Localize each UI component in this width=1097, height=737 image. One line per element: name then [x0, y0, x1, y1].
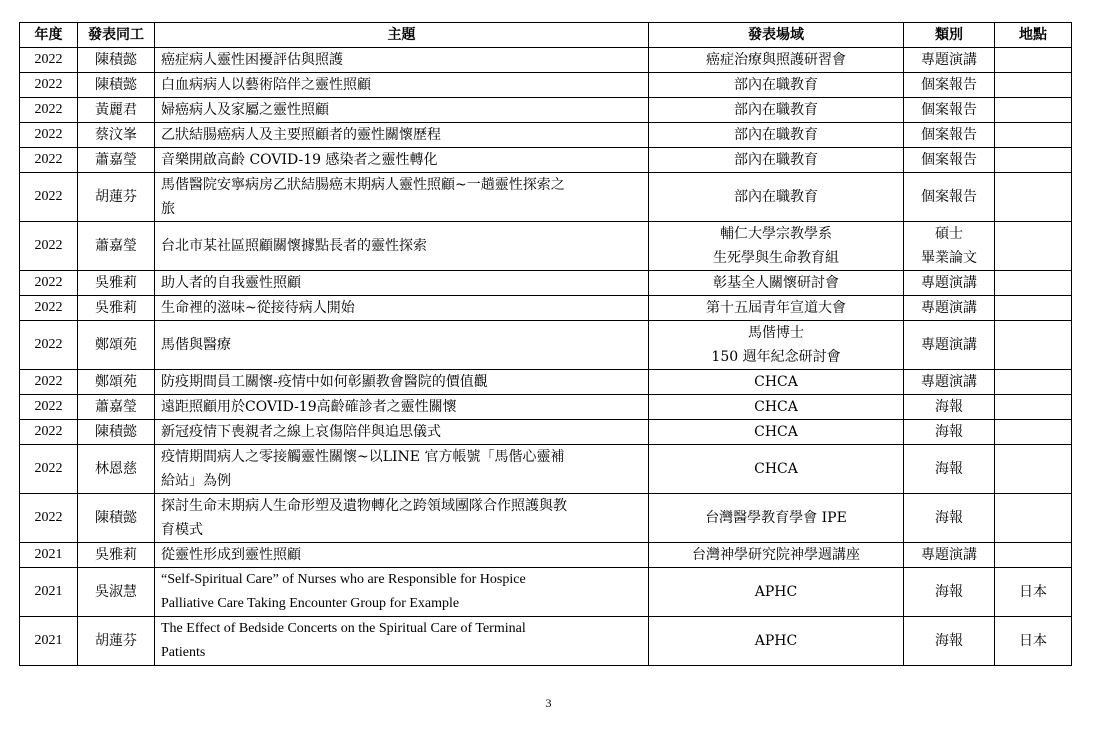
table-row	[20, 148, 1072, 173]
topic-cell	[155, 543, 649, 568]
year-cell: 2022	[20, 395, 78, 420]
topic-cell	[155, 420, 649, 445]
category-cell	[904, 123, 995, 148]
presentation-table	[19, 22, 1072, 666]
category-cell	[904, 568, 995, 617]
topic-cell-line: 乙狀結腸癌病人及主要照顧者的靈性關懷歷程	[161, 127, 441, 143]
venue-cell-line: 部內在職教育	[734, 152, 818, 168]
venue-cell-line: 部內在職教育	[734, 127, 818, 143]
venue-cell-line: 彰基全人關懷研討會	[713, 275, 839, 291]
category-cell-line: 專題演講	[921, 275, 977, 291]
year-cell: 2021	[20, 568, 78, 617]
category-cell	[904, 420, 995, 445]
venue-cell	[649, 543, 904, 568]
presenter-cell: 鄭頌苑	[78, 370, 155, 395]
category-cell-line: 海報	[935, 424, 963, 440]
header-topic: 主題	[155, 23, 649, 48]
location-cell	[995, 173, 1072, 222]
category-cell	[904, 73, 995, 98]
topic-cell-line: 馬偕醫院安寧病房乙狀結腸癌末期病人靈性照顧~一趟靈性探索之	[161, 177, 565, 193]
table-row	[20, 222, 1072, 271]
location-cell	[995, 445, 1072, 494]
location-cell	[995, 123, 1072, 148]
year-cell: 2022	[20, 173, 78, 222]
venue-cell	[649, 395, 904, 420]
location-cell	[995, 148, 1072, 173]
table-row	[20, 568, 1072, 617]
topic-cell	[155, 271, 649, 296]
category-cell-line: 畢業論文	[921, 250, 977, 266]
category-cell	[904, 98, 995, 123]
topic-cell-line: 台北市某社區照顧關懷據點長者的靈性探索	[161, 238, 427, 254]
topic-cell-line: 新冠疫情下喪親者之線上哀傷陪伴與追思儀式	[161, 424, 441, 440]
venue-cell-line: 馬偕博士	[748, 325, 804, 341]
table-row	[20, 98, 1072, 123]
topic-cell-line: Patients	[161, 645, 206, 660]
year-cell: 2022	[20, 48, 78, 73]
page-number: 3	[545, 696, 552, 710]
table-body	[20, 48, 1072, 666]
topic-cell	[155, 148, 649, 173]
year-cell: 2022	[20, 445, 78, 494]
topic-cell	[155, 73, 649, 98]
location-cell: 日本	[995, 617, 1072, 666]
topic-cell-line: Palliative Care Taking Encounter Group for Example	[161, 596, 460, 611]
header-category: 類別	[904, 23, 995, 48]
year-cell: 2022	[20, 296, 78, 321]
venue-cell	[649, 568, 904, 617]
location-cell	[995, 98, 1072, 123]
category-cell-line: 專題演講	[921, 337, 977, 353]
topic-cell-line: 疫情期間病人之零接觸靈性關懷~以LINE 官方帳號「馬偕心靈補	[161, 449, 565, 465]
venue-cell-line: 台灣醫學教育學會 IPE	[705, 510, 847, 526]
presenter-cell: 蕭嘉瑩	[78, 395, 155, 420]
table-row	[20, 296, 1072, 321]
venue-cell-line: APHC	[754, 633, 798, 649]
header-presenter: 發表同工	[78, 23, 155, 48]
table-row	[20, 494, 1072, 543]
presenter-cell: 胡蓮芬	[78, 173, 155, 222]
category-cell-line: 專題演講	[921, 374, 977, 390]
presenter-cell: 陳積懿	[78, 48, 155, 73]
table-row	[20, 123, 1072, 148]
venue-cell-line: 生死學與生命教育組	[713, 250, 839, 266]
location-cell	[995, 222, 1072, 271]
year-cell: 2022	[20, 148, 78, 173]
venue-cell-line: CHCA	[754, 399, 798, 415]
topic-cell	[155, 48, 649, 73]
year-cell: 2022	[20, 370, 78, 395]
venue-cell-line: 第十五屆青年宣道大會	[706, 300, 846, 316]
location-cell	[995, 73, 1072, 98]
topic-cell-line: The Effect of Bedside Concerts on the Spiritual Care of Terminal	[161, 621, 526, 636]
venue-cell	[649, 73, 904, 98]
topic-cell-line: 育模式	[161, 522, 203, 538]
venue-cell	[649, 420, 904, 445]
location-cell	[995, 296, 1072, 321]
venue-cell-line: 癌症治療與照護研習會	[706, 52, 846, 68]
location-cell	[995, 370, 1072, 395]
category-cell-line: 個案報告	[921, 189, 977, 205]
category-cell	[904, 617, 995, 666]
table-row	[20, 543, 1072, 568]
category-cell	[904, 543, 995, 568]
venue-cell-line: 部內在職教育	[734, 102, 818, 118]
location-cell	[995, 494, 1072, 543]
topic-cell-line: “Self-Spiritual Care” of Nurses who are Responsible for Hospice	[161, 572, 526, 587]
presenter-cell: 陳積懿	[78, 494, 155, 543]
topic-cell-line: 助人者的自我靈性照顧	[161, 275, 301, 291]
presenter-cell: 吳雅莉	[78, 543, 155, 568]
topic-cell	[155, 395, 649, 420]
venue-cell-line: 輔仁大學宗教學系	[720, 226, 832, 242]
presenter-cell: 鄭頌苑	[78, 321, 155, 370]
venue-cell	[649, 321, 904, 370]
venue-cell	[649, 173, 904, 222]
category-cell	[904, 222, 995, 271]
presenter-cell: 吳雅莉	[78, 271, 155, 296]
category-cell-line: 個案報告	[921, 102, 977, 118]
topic-cell	[155, 222, 649, 271]
presenter-cell: 吳淑慧	[78, 568, 155, 617]
topic-cell-line: 遠距照顧用於COVID-19高齡確診者之靈性關懷	[161, 399, 457, 415]
venue-cell	[649, 123, 904, 148]
topic-cell-line: 白血病病人以藝術陪伴之靈性照顧	[161, 77, 371, 93]
table-row	[20, 271, 1072, 296]
presenter-cell: 吳雅莉	[78, 296, 155, 321]
category-cell-line: 海報	[935, 461, 963, 477]
topic-cell-line: 音樂開啟高齡 COVID-19 感染者之靈性轉化	[161, 152, 438, 168]
topic-cell	[155, 568, 649, 617]
topic-cell	[155, 445, 649, 494]
year-cell: 2022	[20, 98, 78, 123]
table-row	[20, 173, 1072, 222]
location-cell	[995, 48, 1072, 73]
location-cell	[995, 321, 1072, 370]
category-cell-line: 海報	[935, 399, 963, 415]
topic-cell	[155, 98, 649, 123]
presenter-cell: 蕭嘉瑩	[78, 222, 155, 271]
category-cell	[904, 395, 995, 420]
presenter-cell: 蔡汶峯	[78, 123, 155, 148]
topic-cell	[155, 173, 649, 222]
category-cell-line: 碩士	[935, 226, 963, 242]
category-cell-line: 專題演講	[921, 547, 977, 563]
header-location: 地點	[995, 23, 1072, 48]
category-cell-line: 海報	[935, 510, 963, 526]
category-cell	[904, 173, 995, 222]
topic-cell-line: 探討生命末期病人生命形塑及遺物轉化之跨領域團隊合作照護與教	[161, 498, 567, 514]
category-cell	[904, 296, 995, 321]
year-cell: 2022	[20, 73, 78, 98]
table-row	[20, 321, 1072, 370]
category-cell	[904, 445, 995, 494]
year-cell: 2022	[20, 123, 78, 148]
venue-cell	[649, 296, 904, 321]
presenter-cell: 陳積懿	[78, 73, 155, 98]
header-row	[20, 23, 1072, 48]
presenter-cell: 陳積懿	[78, 420, 155, 445]
location-cell: 日本	[995, 568, 1072, 617]
topic-cell-line: 從靈性形成到靈性照顧	[161, 547, 301, 563]
venue-cell-line: CHCA	[754, 461, 798, 477]
category-cell	[904, 321, 995, 370]
category-cell-line: 專題演講	[921, 300, 977, 316]
table-row	[20, 445, 1072, 494]
category-cell	[904, 271, 995, 296]
venue-cell	[649, 48, 904, 73]
topic-cell	[155, 123, 649, 148]
category-cell-line: 海報	[935, 633, 963, 649]
presenter-cell: 胡蓮芬	[78, 617, 155, 666]
topic-cell-line: 旅	[161, 201, 175, 217]
venue-cell	[649, 445, 904, 494]
category-cell-line: 專題演講	[921, 52, 977, 68]
presenter-cell: 林恩慈	[78, 445, 155, 494]
topic-cell-line: 婦癌病人及家屬之靈性照顧	[161, 102, 329, 118]
venue-cell-line: 部內在職教育	[734, 77, 818, 93]
category-cell	[904, 48, 995, 73]
table-row	[20, 617, 1072, 666]
year-cell: 2021	[20, 543, 78, 568]
venue-cell	[649, 98, 904, 123]
category-cell	[904, 370, 995, 395]
year-cell: 2022	[20, 271, 78, 296]
topic-cell	[155, 321, 649, 370]
location-cell	[995, 420, 1072, 445]
topic-cell	[155, 494, 649, 543]
venue-cell-line: APHC	[754, 584, 798, 600]
venue-cell-line: 部內在職教育	[734, 189, 818, 205]
topic-cell	[155, 296, 649, 321]
table-row	[20, 73, 1072, 98]
topic-cell-line: 癌症病人靈性困擾評估與照護	[161, 52, 343, 68]
table-row	[20, 48, 1072, 73]
topic-cell	[155, 370, 649, 395]
venue-cell-line: CHCA	[754, 424, 798, 440]
year-cell: 2021	[20, 617, 78, 666]
presenter-cell: 蕭嘉瑩	[78, 148, 155, 173]
venue-cell	[649, 148, 904, 173]
year-cell: 2022	[20, 222, 78, 271]
venue-cell	[649, 617, 904, 666]
venue-cell-line: CHCA	[754, 374, 798, 390]
venue-cell	[649, 271, 904, 296]
year-cell: 2022	[20, 494, 78, 543]
year-cell: 2022	[20, 321, 78, 370]
category-cell	[904, 148, 995, 173]
topic-cell-line: 防疫期間員工關懷-疫情中如何彰顯教會醫院的價值觀	[161, 374, 488, 390]
year-cell: 2022	[20, 420, 78, 445]
table-row	[20, 395, 1072, 420]
location-cell	[995, 271, 1072, 296]
venue-cell	[649, 494, 904, 543]
category-cell-line: 海報	[935, 584, 963, 600]
category-cell-line: 個案報告	[921, 152, 977, 168]
topic-cell	[155, 617, 649, 666]
topic-cell-line: 給站」為例	[161, 473, 231, 489]
venue-cell-line: 台灣神學研究院神學週講座	[692, 547, 860, 563]
venue-cell	[649, 370, 904, 395]
location-cell	[995, 395, 1072, 420]
table-row	[20, 420, 1072, 445]
header-year: 年度	[20, 23, 78, 48]
category-cell	[904, 494, 995, 543]
table-row	[20, 370, 1072, 395]
location-cell	[995, 543, 1072, 568]
topic-cell-line: 生命裡的滋味~從接待病人開始	[161, 300, 355, 316]
venue-cell-line: 150 週年紀念研討會	[711, 349, 841, 365]
venue-cell	[649, 222, 904, 271]
topic-cell-line: 馬偕與醫療	[161, 337, 231, 353]
category-cell-line: 個案報告	[921, 77, 977, 93]
presenter-cell: 黃麗君	[78, 98, 155, 123]
category-cell-line: 個案報告	[921, 127, 977, 143]
header-venue: 發表場域	[649, 23, 904, 48]
